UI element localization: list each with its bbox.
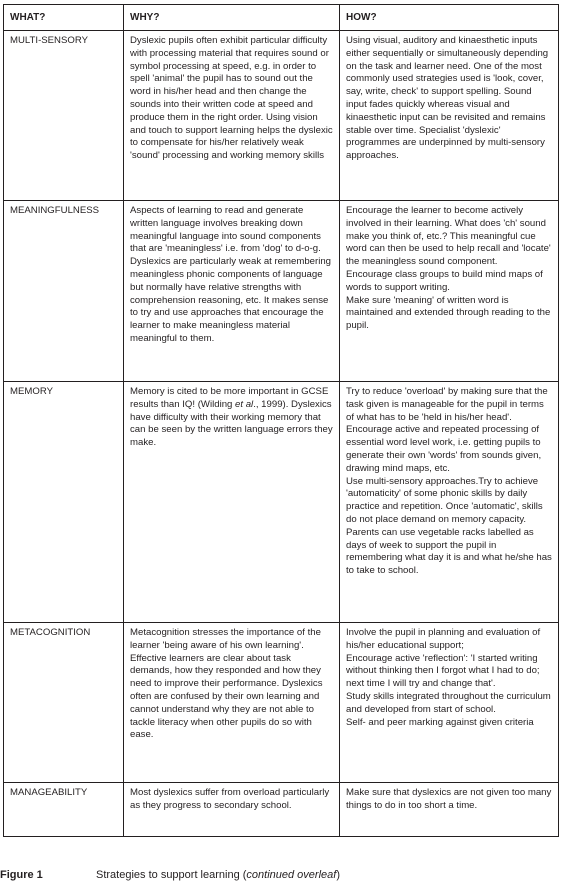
table-header-row <box>4 5 559 31</box>
table-row <box>4 31 559 201</box>
continued-note: continued overleaf <box>246 869 337 881</box>
header-what: WHAT? <box>4 5 124 31</box>
how-text: Involve the pupil in planning and evaluation of his/her educational support; Encourage active 'reflection': 'I started writing without thinking then I forgot what I had to do; next time I will try and change that'. Study skills integrated throughout the curriculum and developed from start of school. Self- and peer marking against given criteria <box>346 627 551 728</box>
why-cell <box>124 783 340 837</box>
table-row <box>4 201 559 382</box>
how-text: Try to reduce 'overload' by making sure that the task given is manageable for the pupil in terms of what has to be 'held in his/her head'. Encourage active and repeated processing of essential word level work, i.e. getting pupils to generate their own 'words' from sounds given, drawing mind maps, etc. Use multi-sensory approaches.Try to achieve 'automaticity' of some phonic skills by daily practice and repetition. Once 'automatic', skills do not place demand on memory capacity. Parents can use vegetable racks labelled as days of week to support the pupil in remembering what day it is and what he/she has to take to school. <box>346 386 552 577</box>
why-text-part: Memory is cited to be more important in GCSE results than IQ! (Wilding <box>130 386 329 410</box>
why-text: Most dyslexics suffer from overload particularly as they progress to secondary school. <box>130 787 330 811</box>
why-text: Metacognition stresses the importance of the learner 'being aware of his own learning'. Effective learners are clear about task demands, how they responded and how they need to improve their performance. Dyslexics often are confused by their own learning and cannot understand why they are not able to tackle literacy when other pupils do so with ease. <box>130 627 323 741</box>
table-row <box>4 783 559 837</box>
what-label: METACOGNITION <box>10 627 91 638</box>
table-row <box>4 382 559 623</box>
why-cell <box>124 201 340 382</box>
how-cell <box>340 31 559 201</box>
what-label: MEANINGFULNESS <box>10 205 100 216</box>
how-cell <box>340 382 559 623</box>
why-cell <box>124 31 340 201</box>
what-label: MULTI-SENSORY <box>10 35 89 46</box>
why-text-part: ., 1999). Dyslexics have difficulty with their working memory that can be seen by the written language errors they make. <box>130 398 333 449</box>
figure-title-text: Strategies to support learning ( <box>96 869 247 881</box>
strategies-table <box>3 4 559 837</box>
table-row <box>4 623 559 783</box>
what-cell <box>4 382 124 623</box>
header-why: WHY? <box>124 5 340 31</box>
what-cell <box>4 623 124 783</box>
what-cell <box>4 201 124 382</box>
how-text: Encourage the learner to become actively involved in their learning. What does 'ch' sound make you think of, etc.? This meaningful cue word can then be used to help recall and 'locate' the meaningless sound component. Encourage class groups to build mind maps of words to support writing. Make sure 'meaning' of written word is maintained and extended through reading to the pupil. <box>346 205 551 332</box>
why-cell <box>124 623 340 783</box>
what-cell <box>4 783 124 837</box>
figure-label: Figure 1 <box>0 869 43 881</box>
why-text: Dyslexic pupils often exhibit particular difficulty with processing material that requires sound or symbol processing at speed, e.g. in order to spell 'animal' the pupil has to sound out the word in his/her head and then change the sounds into their written code at speed and produce them in the right order. Using vision and touch to support learning helps the dyslexic to compensate for his/her relatively weak 'sound' processing and working memory skills <box>130 35 333 162</box>
how-text: Make sure that dyslexics are not given too many things to do in too short a time. <box>346 787 552 811</box>
why-text: Aspects of learning to read and generate written language involves breaking down meaningful language into sound components that are 'meaningless' i.e. from 'dog' to d-o-g. Dyslexics are particularly weak at remembering meaningless phonic components of language but normally have relative strengths with comprehension reasoning, etc. It makes sense to try and use approaches that encourage the learner to make meaningless material meaningful to them. <box>130 205 332 344</box>
header-how: HOW? <box>340 5 559 31</box>
how-cell <box>340 783 559 837</box>
figure-title-close: ) <box>336 869 340 881</box>
how-cell <box>340 201 559 382</box>
what-label: MANAGEABILITY <box>10 787 88 798</box>
why-cell <box>124 382 340 623</box>
what-label: MEMORY <box>10 386 53 397</box>
what-cell <box>4 31 124 201</box>
how-cell <box>340 623 559 783</box>
figure-title <box>96 868 340 882</box>
why-text <box>130 382 333 450</box>
how-text: Using visual, auditory and kinaesthetic inputs either sequentially or simultaneously depending on the task and learner need. One of the most commonly used strategies used is 'look, cover, say, write, check' to support spelling. Sound input fades quickly whereas visual and kinaesthetic input can be revisited and remains stable over time. Specialist 'dyslexic' programmes are underpinned by multi-sensory approaches. <box>346 35 549 162</box>
why-text-italic: et al <box>235 398 254 410</box>
